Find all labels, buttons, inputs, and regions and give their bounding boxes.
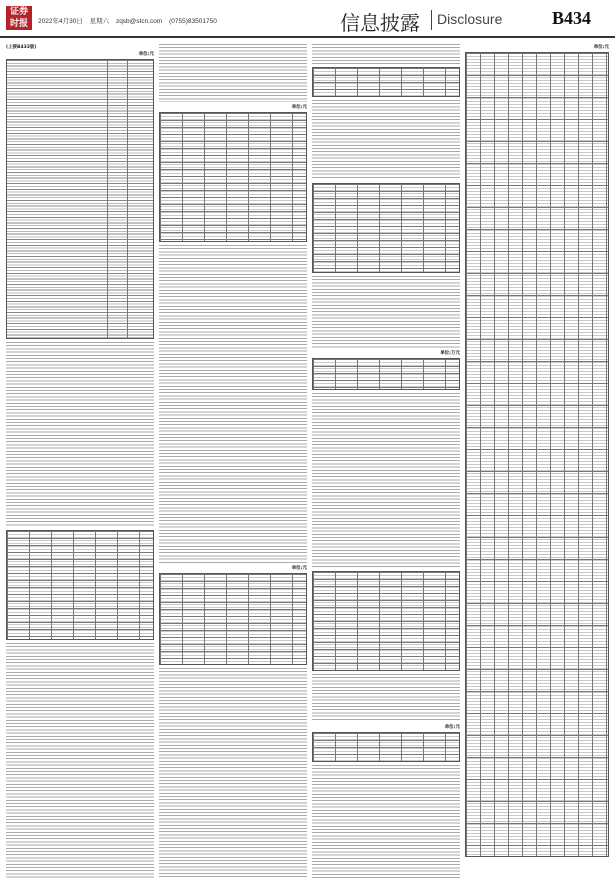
contact-phone: (0755)83501750 (169, 18, 217, 25)
unit-note: 单位:元 (593, 45, 609, 50)
body-text-block (6, 643, 154, 879)
masthead (0, 0, 615, 38)
body-text-block (312, 393, 460, 568)
data-table (312, 183, 460, 273)
issue-weekday: 星期六 (89, 18, 110, 25)
contact-email: zqsb@stcn.com (115, 18, 163, 25)
body-text-block (312, 44, 460, 64)
data-table (159, 112, 307, 242)
newspaper-logo: 证券 时报 (6, 6, 32, 30)
data-table (312, 358, 460, 390)
column-1 (6, 44, 154, 879)
page-number: B434 (552, 8, 592, 28)
project-table (465, 52, 609, 857)
column-2 (159, 44, 307, 879)
data-table (159, 573, 307, 665)
data-table (312, 732, 460, 762)
data-table (6, 530, 154, 640)
data-table (312, 67, 460, 97)
body-text-block (312, 100, 460, 180)
title-divider (431, 10, 432, 30)
body-text-block (159, 668, 307, 878)
column-4 (465, 44, 609, 879)
section-title: 信息披露 (340, 13, 420, 35)
dateline (38, 16, 217, 25)
unit-note: 单位:元 (138, 52, 154, 57)
issue-date: 2022年4月30日 (38, 18, 83, 25)
unit-note: 单位:元 (444, 725, 460, 730)
continuation-note: (上接B433版) (6, 45, 37, 50)
body-text-block (159, 245, 307, 563)
column-3 (312, 44, 460, 879)
financial-table (6, 59, 154, 339)
unit-note: 单位:元 (291, 105, 307, 110)
body-text-block (6, 342, 154, 527)
body-text-block (312, 276, 460, 348)
body-text-block (312, 765, 460, 879)
section-title-english: Disclosure (437, 11, 503, 27)
unit-note: 单位:万元 (440, 351, 460, 356)
unit-note: 单位:元 (291, 566, 307, 571)
body-text-block (159, 44, 307, 102)
body-text-block (312, 674, 460, 722)
data-table (312, 571, 460, 671)
